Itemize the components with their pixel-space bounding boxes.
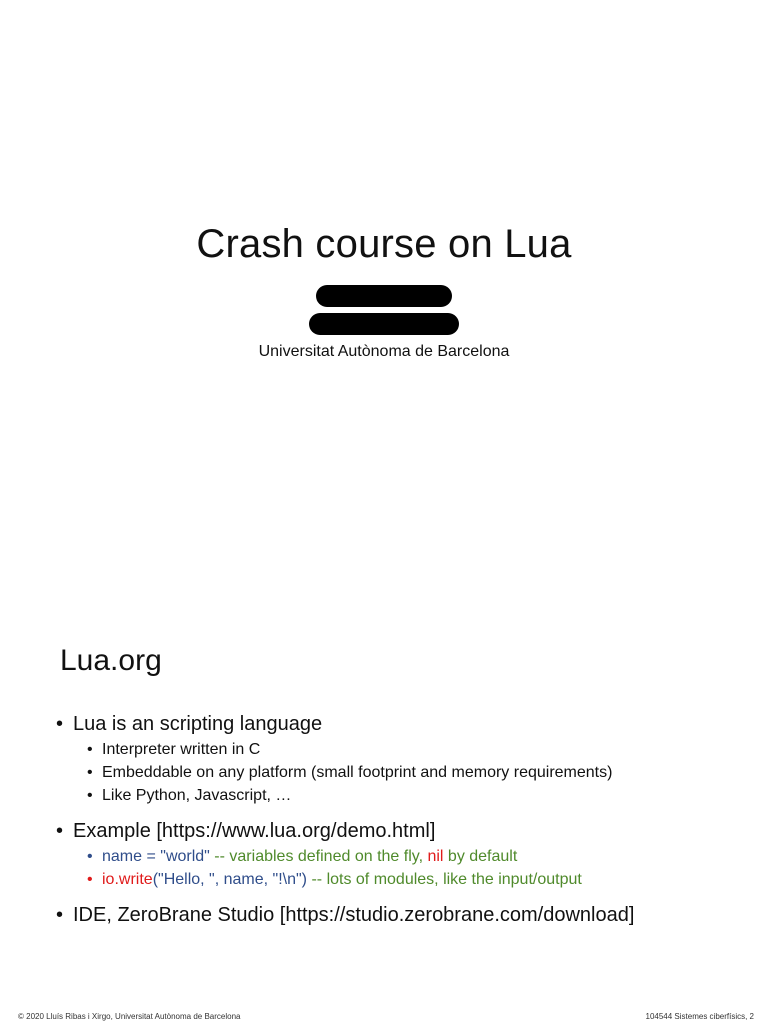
code-function: io.write [102,871,153,888]
sub-bullet-item: • Like Python, Javascript, … [87,787,292,804]
affiliation: Universitat Autònoma de Barcelona [258,343,510,360]
slide-title: Crash course on Lua [196,222,572,266]
sub-bullet-item: • Embeddable on any platform (small footprint and memory requirements) [87,764,613,781]
sub-bullet-item: • Interpreter written in C [87,741,261,758]
footer-copyright: © 2020 Lluís Ribas i Xirgo, Universitat Autònoma de Barcelona [18,1012,241,1021]
redacted-author-name [316,285,452,307]
footer-course: 104544 Sistemes ciberfísics, 2 [645,1012,754,1021]
redacted-author-name-2 [309,313,459,335]
bullet-list [56,710,756,929]
bullet-item: • Example [https://www.lua.org/demo.html] [56,817,756,845]
code-example-line: • io.write("Hello, ", name, "!\n") -- lots of modules, like the input/output [87,871,582,888]
code-text: ("Hello, ", name, "!\n") [152,871,308,888]
content-slide [0,512,768,1024]
slide-heading: Lua.org [60,644,162,677]
code-keyword: nil [427,848,444,865]
code-comment: -- variables defined on the fly, [209,848,428,865]
bullet-item: • Lua is an scripting language [56,710,756,738]
code-comment: -- lots of modules, like the input/output [307,871,582,888]
bullet-item: • IDE, ZeroBrane Studio [https://studio.zerobrane.com/download] [56,901,756,929]
code-text: name = "world" [102,848,210,865]
code-example-line: • name = "world" -- variables defined on the fly, nil by default [87,848,518,865]
code-comment: by default [443,848,518,865]
